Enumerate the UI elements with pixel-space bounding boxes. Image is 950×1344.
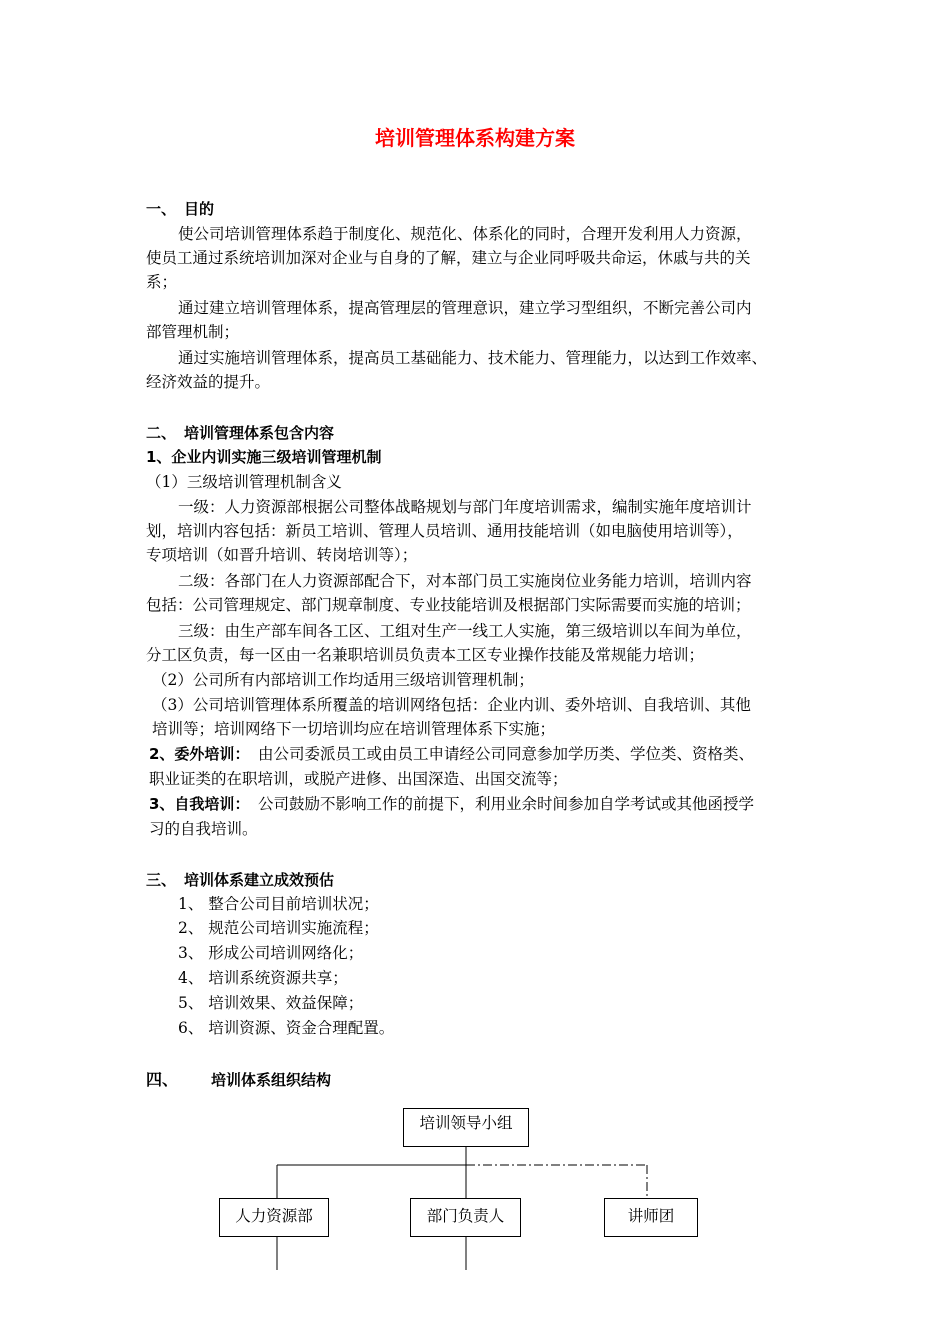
section-2-item-3-line-2: 培训等；培训网络下一切培训均应在培训管理体系下实施；: [152, 720, 556, 738]
level-1-line-1: 一级：人力资源部根据公司整体战略规划与部门年度培训需求，编制实施年度培训计: [178, 498, 752, 516]
org-box-lecturer-team: 讲师团: [604, 1198, 698, 1237]
document-title: 培训管理体系构建方案: [375, 126, 575, 150]
benefit-item-6: 6、 培训资源、资金合理配置。: [178, 1019, 395, 1037]
org-box-training-leadership-group: 培训领导小组: [403, 1108, 529, 1147]
section-2-item-2: （2）公司所有内部培训工作均适用三级培训管理机制；: [152, 671, 534, 689]
section-1-paragraph-1-line-2: 使员工通过系统培训加深对企业与自身的了解，建立与企业同呼吸共命运，休戚与共的关: [146, 249, 751, 267]
section-2-subheading-1: 1、企业内训实施三级培训管理机制: [146, 448, 382, 466]
level-2-line-2: 包括：公司管理规定、部门规章制度、专业技能培训及根据部门实际需要而实施的培训；: [146, 596, 751, 614]
section-1-paragraph-3-line-2: 经济效益的提升。: [146, 373, 271, 391]
section-1-paragraph-1-line-3: 系；: [146, 273, 178, 291]
section-2-subheading-3-text-line-1: 公司鼓励不影响工作的前提下，利用业余时间参加自学考试或其他函授学: [258, 795, 755, 813]
section-2-item-3-line-1: （3）公司培训管理体系所覆盖的培训网络包括：企业内训、委外培训、自我培训、其他: [152, 696, 751, 714]
level-3-line-1: 三级：由生产部车间各工区、工组对生产一线工人实施，第三级培训以车间为单位，: [178, 622, 752, 640]
level-1-line-3: 专项培训（如晋升培训、转岗培训等）；: [146, 546, 418, 564]
section-2-heading: 培训管理体系包含内容: [184, 424, 335, 442]
benefit-item-4: 4、 培训系统资源共享；: [178, 969, 348, 987]
level-1-line-2: 划，培训内容包括：新员工培训、管理人员培训、通用技能培训（如电脑使用培训等），: [146, 522, 743, 540]
section-4-heading: 培训体系组织结构: [211, 1071, 332, 1089]
section-2-subheading-2-text-line-1: 由公司委派员工或由员工申请经公司同意参加学历类、学位类、资格类、: [258, 745, 755, 763]
section-3-number: 三、: [146, 871, 177, 889]
section-1-paragraph-3-line-1: 通过实施培训管理体系，提高员工基础能力、技术能力、管理能力，以达到工作效率、: [178, 349, 768, 367]
section-1-paragraph-2-line-2: 部管理机制；: [146, 323, 240, 341]
org-box-hr-department: 人力资源部: [219, 1198, 329, 1237]
benefit-item-2: 2、 规范公司培训实施流程；: [178, 919, 379, 937]
section-1-paragraph-1-line-1: 使公司培训管理体系趋于制度化、规范化、体系化的同时，合理开发利用人力资源，: [178, 225, 752, 243]
level-2-line-1: 二级：各部门在人力资源部配合下，对本部门员工实施岗位业务能力培训，培训内容: [178, 572, 752, 590]
benefit-item-3: 3、 形成公司培训网络化；: [178, 944, 364, 962]
section-2-subheading-2: 2、委外培训：: [149, 745, 250, 763]
section-2-item-1: （1）三级培训管理机制含义: [146, 473, 342, 491]
section-2-subheading-3: 3、自我培训：: [149, 795, 250, 813]
section-1-heading: 目的: [184, 200, 215, 218]
section-1-paragraph-2-line-1: 通过建立培训管理体系，提高管理层的管理意识，建立学习型组织，不断完善公司内: [178, 299, 752, 317]
section-2-number: 二、: [146, 424, 177, 442]
org-box-department-head: 部门负责人: [410, 1198, 521, 1237]
benefit-item-1: 1、 整合公司目前培训状况；: [178, 895, 379, 913]
section-3-heading: 培训体系建立成效预估: [184, 871, 335, 889]
section-4-number: 四、: [146, 1070, 179, 1089]
level-3-line-2: 分工区负责，每一区由一名兼职培训员负责本工区专业操作技能及常规能力培训；: [146, 646, 705, 664]
section-1-number: 一、: [146, 200, 177, 218]
benefit-item-5: 5、 培训效果、效益保障；: [178, 994, 364, 1012]
section-2-subheading-2-text-line-2: 职业证类的在职培训，或脱产进修、出国深造、出国交流等；: [149, 770, 568, 788]
section-2-subheading-3-text-line-2: 习的自我培训。: [149, 820, 258, 838]
